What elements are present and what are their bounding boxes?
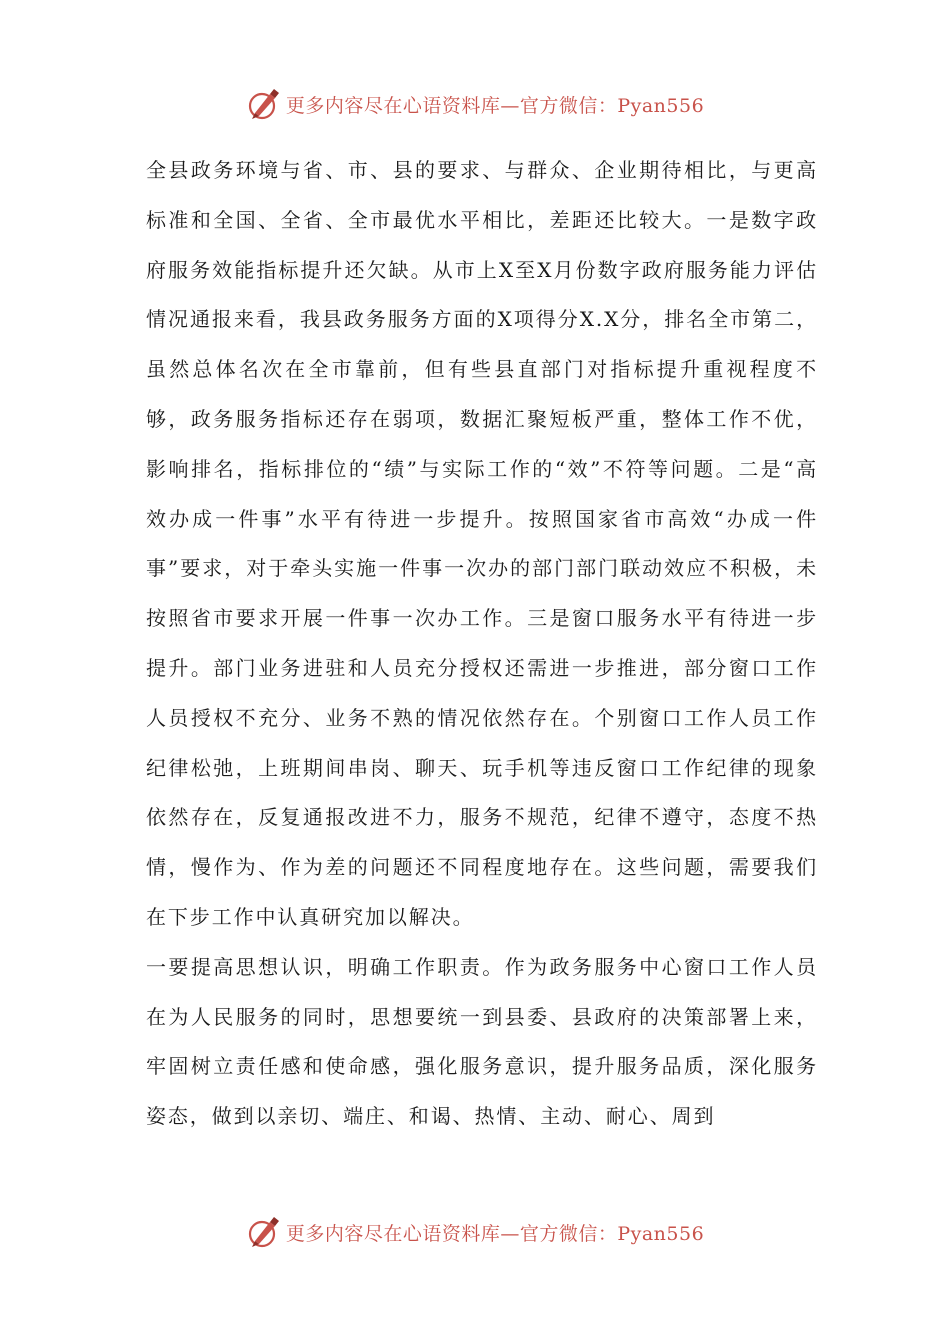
pen-nib-logo-icon [246, 1214, 282, 1250]
document-body [146, 146, 818, 1142]
header-banner [0, 82, 950, 126]
footer-banner [0, 1210, 950, 1254]
pen-nib-logo-icon [246, 86, 282, 122]
body-paragraph-2: 一要提高思想认识，明确工作职责。作为政务服务中心窗口工作人员在为人民服务的同时，思想要统一到县委、县政府的决策部署上来，牢固树立责任感和使命感，强化服务意识，提升服务品质，深化服务姿态，做到以亲切、端庄、和谒、热情、主动、耐心、周到 [146, 954, 818, 1129]
footer-banner-text: 更多内容尽在心语资料库—官方微信：Pyan556 [285, 1222, 705, 1245]
header-banner-text: 更多内容尽在心语资料库—官方微信：Pyan556 [285, 94, 705, 117]
body-paragraph-1: 全县政务环境与省、市、县的要求、与群众、企业期待相比，与更高标准和全国、全省、全市最优水平相比，差距还比较大。一是数字政府服务效能指标提升还欠缺。从市上X至X月份数字政府服务能力评估情况通报来看，我县政务服务方面的X项得分X.X分，排名全市第二，虽然总体名次在全市靠前，但有些县直部门对指标提升重视程度不够，政务服务指标还存在弱项，数据汇聚短板严重，整体工作不优，影响排名，指标排位的“绩”与实际工作的“效”不符等问题。二是“高效办成一件事”水平有待进一步提升。按照国家省市高效“办成一件事”要求，对于牵头实施一件事一次办的部门部门联动效应不积极，未按照省市要求开展一件事一次办工作。三是窗口服务水平有待进一步提升。部门业务进驻和人员充分授权还需进一步推进，部分窗口工作人员授权不充分、业务不熟的情况依然存在。个别窗口工作人员工作纪律松弛，上班期间串岗、聊天、玩手机等违反窗口工作纪律的现象依然存在，反复通报改进不力，服务不规范，纪律不遵守，态度不热情，慢作为、作为差的问题还不同程度地存在。这些问题，需要我们在下步工作中认真研究加以解决。 [146, 158, 818, 929]
